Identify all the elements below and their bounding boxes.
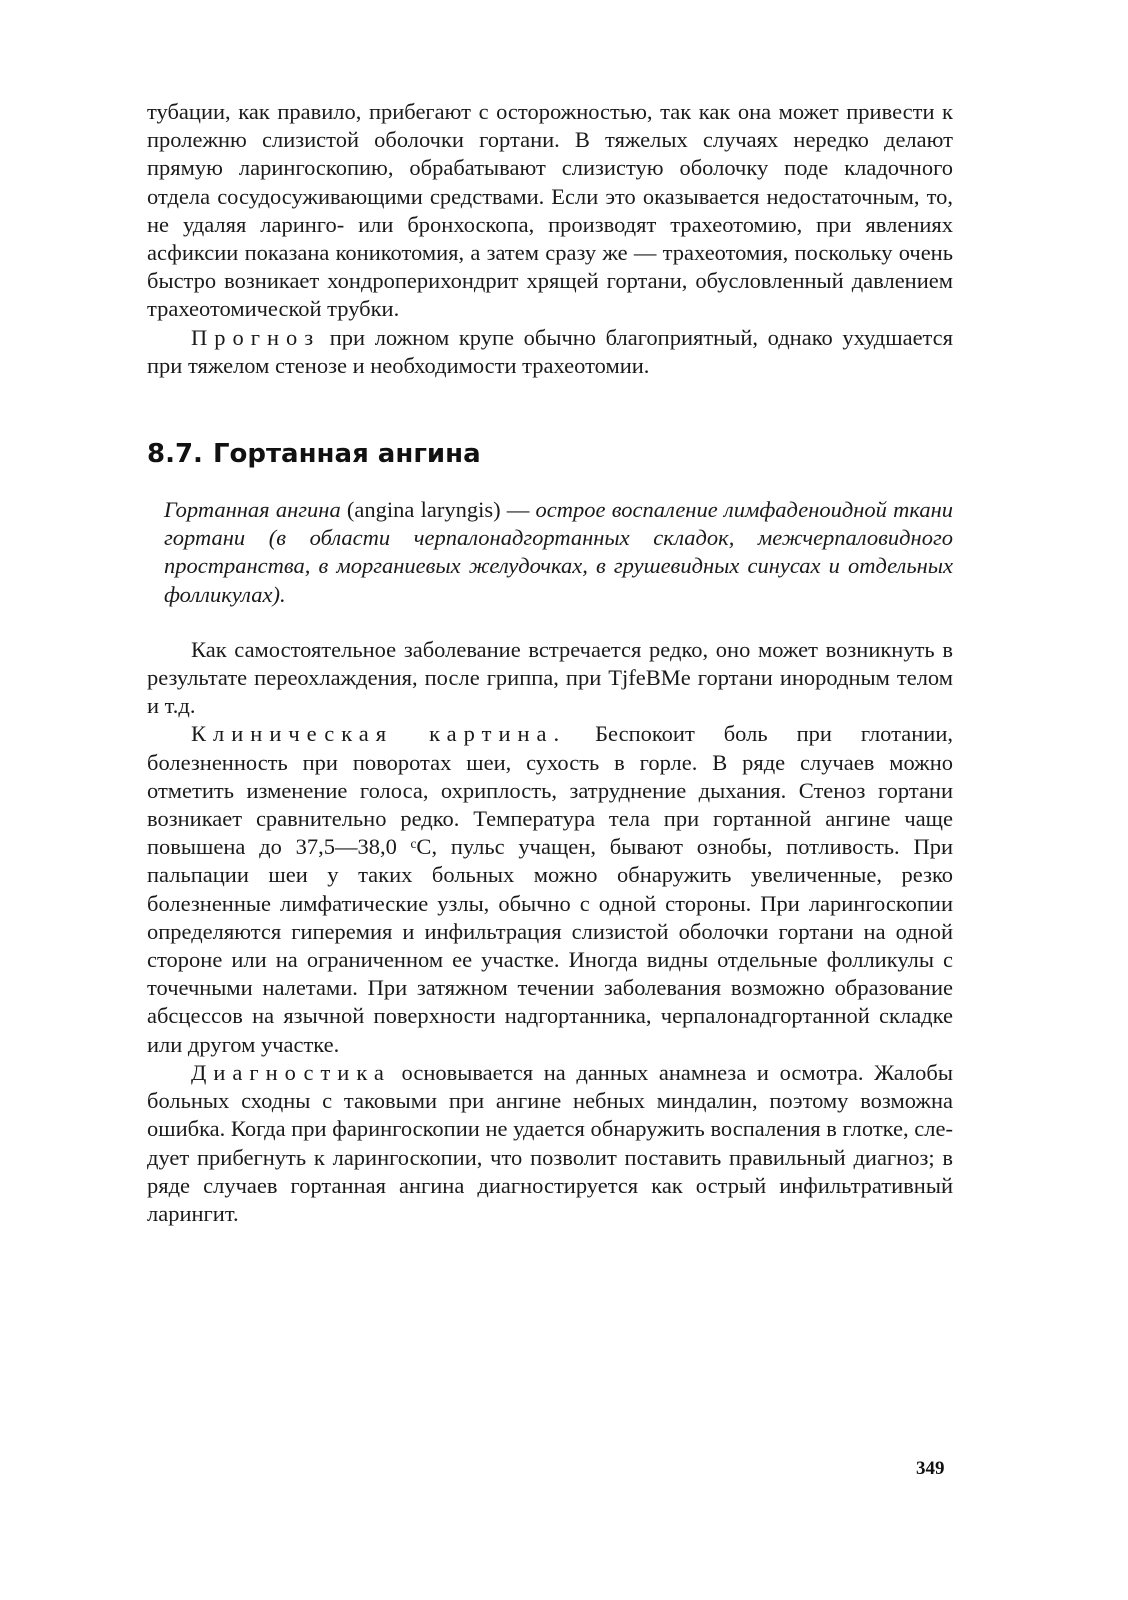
clinical-lead: Клиническая картина. (191, 721, 567, 747)
intro-paragraph: тубации, как правило, прибегают с осторожностью, так как она может привести к пролежню слизистой оболочки гортани. В тяжелых случаях нередко делают прямую ларингоскопию, обрабатывают слизистую оболочку поде кладочного отдела сосудосуживающими средствами. Если это оказывается недостаточным, то, не удаляя ларинго- или бронхоскопа, производят трахеотомию, при явлениях асфиксии показана коникотомия, а затем сразу же — трахеотомия, поскольку очень быстро возникает хондроперихондрит хрящей гортани, обусловленный давлением трахеотомической трубки. (147, 99, 953, 322)
diagnostics-lead: Диагностика (191, 1059, 391, 1085)
definition-term: Гортанная ангина (164, 497, 341, 523)
diagnostics-paragraph (147, 1059, 953, 1228)
section-title: Гортанная ангина (212, 439, 481, 470)
page-content (147, 98, 953, 1228)
diagnostics-text: основывается на данных анамнеза и осмотра. Жалобы больных сходны с таковыми при ангине небных миндалин, поэтому возможна ошибка. Когда при фарингоскопии не удается обнаружить воспаления в глотке, следует прибегнуть к ларингоскопии, что позволит поставить правильный диагноз; в ряде случаев гортанная ангина диагностируется как острый инфильтративный ларингит. (147, 1059, 953, 1226)
clinical-text: Беспокоит боль при глотании, болезненность при поворотах шеи, сухость в горле. В ряде случаев можно отметить изменение голоса, охриплость, затруднение дыхания. Стеноз гортани возникает сравнительно редко. Температура тела при гортанной ангине чаще повышена до 37,5—38,0 ᶜC, пульс учащен, бывают ознобы, потливость. При пальпации шеи у таких больных можно обнаружить увеличенные, резко болезненные лимфатические узлы, обычно с одной стороны. При ларингоскопии определяются гиперемия и инфильтрация слизистой оболочки гортани на одной стороне или на ограниченном ее участке. Иногда видны отдельные фолликулы с точечными налетами. При затяжном течении заболевания возможно образование абсцессов на язычной поверхности надгортанника, черпалонадгортанной складке или другом участке. (147, 721, 953, 1057)
definition-latin: (angina laryngis) — (340, 497, 536, 523)
prognosis-text: при ложном крупе обычно благоприятный, однако ухудшается при тяжелом стенозе и необходимости трахеотомии. (147, 324, 953, 378)
definition-paragraph (147, 496, 953, 609)
section-number: 8.7. (147, 439, 203, 470)
prognosis-lead: Прогноз (191, 324, 321, 350)
clinical-paragraph (147, 720, 953, 1058)
occurrence-paragraph: Как самостоятельное заболевание встречается редко, оно может возникнуть в результате переохлаждения, после гриппа, при TjfeBMe гортани инородным телом и т.д. (147, 636, 953, 719)
page-number: 349 (916, 1458, 945, 1479)
section-heading (147, 439, 953, 469)
prognosis-paragraph (147, 324, 953, 380)
definition-text: острое воспаление лимфаденоидной ткани гортани (в области черпалонадгортанных складок, межчерпаловидного пространства, в морганиевых желудочках, в грушевидных синусах и отдельных фолликулах). (164, 497, 954, 607)
